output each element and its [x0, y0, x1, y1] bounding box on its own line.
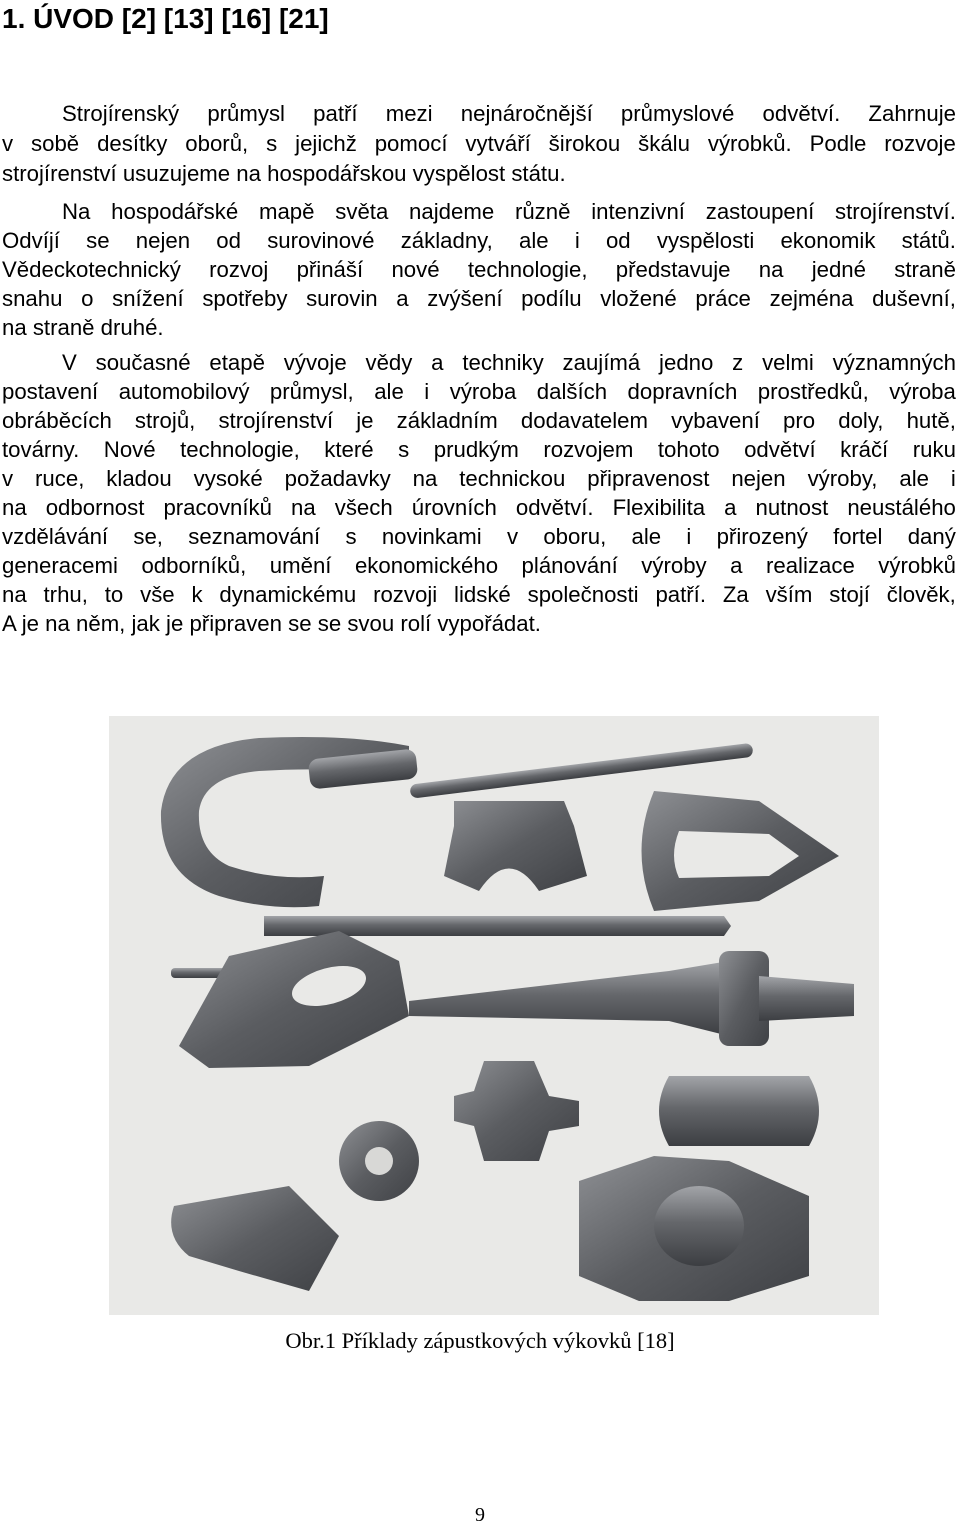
word: pracovníků: [163, 495, 272, 520]
word: ale: [631, 524, 662, 549]
p1-line-5: [2, 255, 956, 285]
word: k: [191, 582, 203, 607]
word: jedno: [659, 350, 714, 375]
word: doly,: [838, 408, 884, 433]
word: přirozený: [716, 524, 808, 549]
word: v: [506, 524, 519, 549]
word: jedné: [811, 257, 866, 282]
p1-line-1: [2, 129, 956, 159]
word: etapě: [209, 350, 265, 375]
word: výrobků.: [707, 131, 792, 156]
word: tohoto: [657, 437, 720, 462]
word: surovinové: [267, 228, 375, 253]
p2-line-9: A je na něm, jak je připraven se se svou rolí vypořádat.: [2, 611, 541, 636]
word: spotřeby: [202, 286, 288, 311]
word: rozvoj: [209, 257, 269, 282]
word: Odvíjí: [2, 228, 60, 253]
p2-line-1: [2, 377, 956, 407]
forgings-illustration: [109, 716, 879, 1315]
word: snahu: [2, 286, 63, 311]
word: států.: [901, 228, 956, 253]
word: zvýšení: [427, 286, 503, 311]
word: prudkým: [433, 437, 519, 462]
p2-line-4: [2, 464, 956, 494]
word: ale: [374, 379, 404, 404]
word: Podle: [809, 131, 867, 156]
word: i: [574, 228, 580, 253]
word: z: [732, 350, 744, 375]
word: výrobků: [878, 553, 956, 578]
p2-line-6: [2, 522, 956, 552]
word: významných: [832, 350, 956, 375]
word: plánování: [521, 553, 618, 578]
word: Nové: [103, 437, 156, 462]
word: vybavení: [671, 408, 760, 433]
word: rozvoje: [884, 131, 956, 156]
word: dynamickému: [219, 582, 357, 607]
word: mapě: [258, 199, 315, 224]
word: daný: [907, 524, 956, 549]
word: nutnost: [755, 495, 829, 520]
word: najdeme: [409, 199, 495, 224]
word: ruce,: [35, 466, 85, 491]
p1-line-2: strojírenství usuzujeme na hospodářskou vyspělost státu.: [2, 161, 566, 186]
word: odborníků,: [141, 553, 247, 578]
word: technologie,: [467, 257, 588, 282]
word: techniky: [462, 350, 544, 375]
p1-line-3: [2, 197, 956, 227]
word: patří.: [655, 582, 706, 607]
word: intenzivní: [591, 199, 685, 224]
p2-line-5: [2, 493, 956, 523]
word: průmyslové: [620, 101, 735, 126]
word: hospodářské: [111, 199, 239, 224]
word: různě: [514, 199, 571, 224]
p2-line-7: [2, 551, 956, 581]
word: surovin: [306, 286, 378, 311]
p2-line-2: [2, 406, 956, 436]
word: patří: [313, 101, 358, 126]
page-number: 9: [475, 1504, 485, 1526]
word: lidské: [454, 582, 511, 607]
word: a: [724, 495, 737, 520]
word: práce: [695, 286, 751, 311]
word: pro: [783, 408, 816, 433]
word: postavení: [2, 379, 99, 404]
word: vývoje: [283, 350, 347, 375]
word: desítky: [97, 131, 168, 156]
word: ale: [519, 228, 549, 253]
word: umění: [269, 553, 332, 578]
word: automobilový: [118, 379, 250, 404]
word: a: [396, 286, 409, 311]
word: výroba: [449, 379, 517, 404]
word: všech: [334, 495, 393, 520]
word: s: [345, 524, 357, 549]
word: s: [266, 131, 278, 156]
word: Za: [722, 582, 749, 607]
word: i: [424, 379, 430, 404]
word: dopravních: [627, 379, 738, 404]
word: od: [216, 228, 241, 253]
word: na: [2, 495, 27, 520]
word: průmysl: [207, 101, 285, 126]
word: odvětví: [744, 437, 816, 462]
word: nejnáročnější: [460, 101, 593, 126]
word: odvětví.: [515, 495, 594, 520]
word: světa: [335, 199, 389, 224]
word: výroby,: [807, 466, 878, 491]
word: obráběcích: [2, 408, 112, 433]
word: stojí: [829, 582, 870, 607]
word: člověk,: [886, 582, 956, 607]
cylinder-forging: [659, 1076, 819, 1146]
word: požadavky: [284, 466, 391, 491]
word: podílu: [521, 286, 582, 311]
word: zejména: [769, 286, 854, 311]
word: společnosti: [527, 582, 639, 607]
word: novinkami: [381, 524, 482, 549]
p2-line-8: [2, 580, 956, 610]
word: generacemi: [2, 553, 118, 578]
word: ekonomik: [780, 228, 876, 253]
word: na: [2, 582, 27, 607]
word: technologie,: [180, 437, 300, 462]
p1-line-0: [2, 99, 956, 129]
forgings-photo: [109, 716, 879, 1315]
word: fortel: [833, 524, 883, 549]
word: realizace: [765, 553, 855, 578]
word: v: [2, 131, 14, 156]
word: Na: [62, 199, 91, 224]
word: dodavatelem: [520, 408, 648, 433]
word: kladou: [106, 466, 172, 491]
word: i: [950, 466, 956, 491]
word: přináší: [296, 257, 364, 282]
word: ekonomického: [354, 553, 499, 578]
word: snížení: [112, 286, 184, 311]
word: kráčí: [840, 437, 889, 462]
figure-caption: Obr.1 Příklady zápustkových výkovků [18]: [285, 1328, 675, 1353]
word: na: [758, 257, 784, 282]
word: Vědeckotechnický: [2, 257, 181, 282]
word: nejen: [135, 228, 191, 253]
word: V: [62, 350, 77, 375]
word: oborů,: [185, 131, 249, 156]
word: a: [730, 553, 743, 578]
p2-line-0: [2, 348, 956, 378]
word: připravenost: [587, 466, 710, 491]
word: zastoupení: [705, 199, 815, 224]
word: s: [398, 437, 410, 462]
p1-line-7: na straně druhé.: [2, 315, 164, 340]
word: výroba: [889, 379, 956, 404]
word: zaujímá: [562, 350, 641, 375]
word: škálu: [638, 131, 690, 156]
word: současné: [95, 350, 191, 375]
word: v: [2, 466, 14, 491]
word: vysoké: [193, 466, 263, 491]
word: nejen: [731, 466, 786, 491]
word: vše: [140, 582, 175, 607]
word: je: [356, 408, 374, 433]
word: i: [686, 524, 692, 549]
word: vědy: [365, 350, 413, 375]
word: to: [104, 582, 124, 607]
word: továrny.: [2, 437, 80, 462]
word: na: [291, 495, 316, 520]
word: rozvoji: [373, 582, 438, 607]
word: širokou: [548, 131, 621, 156]
word: nové: [391, 257, 440, 282]
word: ruku: [912, 437, 956, 462]
word: úrovních: [411, 495, 497, 520]
word: výroby: [641, 553, 707, 578]
word: neustálého: [847, 495, 956, 520]
word: rozvojem: [543, 437, 634, 462]
word: prostředků,: [757, 379, 869, 404]
word: Zahrnuje: [868, 101, 956, 126]
word: strojírenství: [218, 408, 334, 433]
word: základny,: [400, 228, 493, 253]
word: dalších: [536, 379, 608, 404]
p1-line-6: [2, 284, 956, 314]
word: hutě,: [906, 408, 956, 433]
word: odvětví.: [762, 101, 841, 126]
word: vytváří: [465, 131, 531, 156]
p1-line-4: [2, 226, 956, 256]
word: trhu,: [43, 582, 88, 607]
word: mezi: [385, 101, 433, 126]
word: se,: [133, 524, 163, 549]
word: vyspělosti: [656, 228, 755, 253]
word: vzdělávání: [2, 524, 109, 549]
word: Strojírenský: [62, 101, 180, 126]
word: sobě: [31, 131, 80, 156]
word: technickou: [459, 466, 566, 491]
word: seznamování: [188, 524, 321, 549]
word: vším: [765, 582, 813, 607]
p2-line-3: [2, 435, 956, 465]
chapter-heading: 1. ÚVOD [2] [13] [16] [21]: [2, 3, 329, 34]
word: straně: [894, 257, 956, 282]
word: vložené: [600, 286, 677, 311]
word: se: [86, 228, 110, 253]
word: o: [81, 286, 94, 311]
word: odbornost: [45, 495, 145, 520]
word: ale: [899, 466, 929, 491]
word: a: [431, 350, 444, 375]
word: strojů,: [134, 408, 196, 433]
word: od: [605, 228, 631, 253]
word: představuje: [615, 257, 731, 282]
word: průmysl,: [269, 379, 354, 404]
word: oboru,: [543, 524, 607, 549]
word: základním: [396, 408, 498, 433]
word: jejichž: [295, 131, 357, 156]
word: pomocí: [374, 131, 448, 156]
word: velmi: [762, 350, 814, 375]
word: duševní,: [872, 286, 956, 311]
word: na: [412, 466, 438, 491]
word: které: [324, 437, 374, 462]
word: strojírenství.: [835, 199, 956, 224]
word: Flexibilita: [612, 495, 706, 520]
